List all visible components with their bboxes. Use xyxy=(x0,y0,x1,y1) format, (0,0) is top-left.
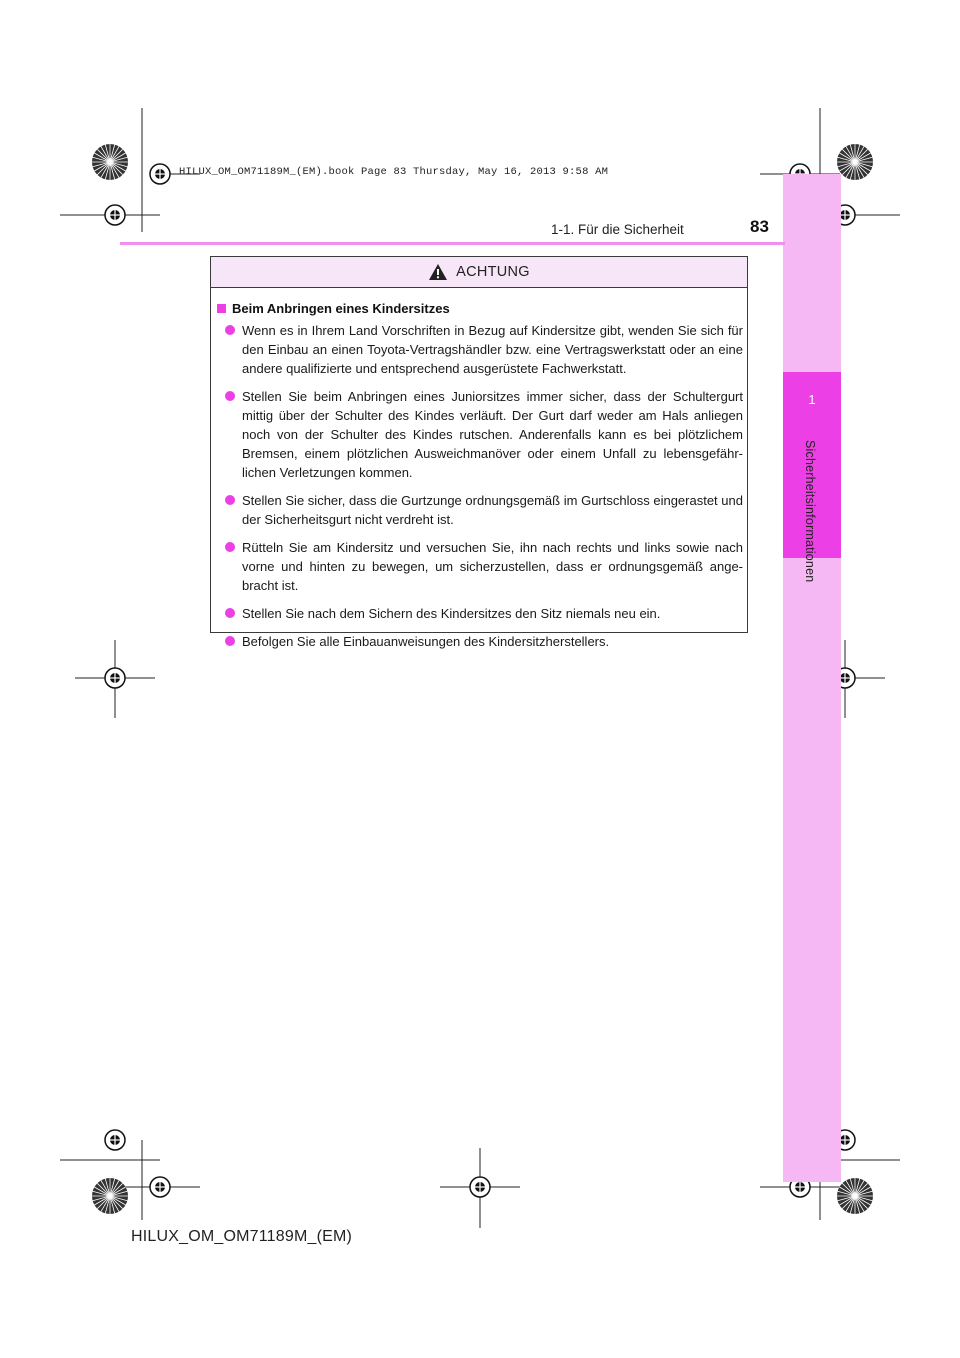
list-item-text: Befolgen Sie alle Einbauanweisungen des Kindersitzherstellers. xyxy=(242,634,610,649)
warning-list xyxy=(211,321,749,660)
bullet-dot-icon xyxy=(225,608,235,618)
bullet-dot-icon xyxy=(225,542,235,552)
warning-triangle-icon xyxy=(428,263,448,281)
bullet-dot-icon xyxy=(225,495,235,505)
list-item-text: Stellen Sie sicher, dass die Gurtzunge ordnungsgemäß im Gurtschloss eingerastet und der Sicherheitsgurt nicht verdreht ist. xyxy=(242,493,743,527)
list-item xyxy=(211,604,749,623)
chapter-side-tab xyxy=(783,174,841,1182)
bullet-dot-icon xyxy=(225,636,235,646)
bullet-dot-icon xyxy=(225,325,235,335)
footer-doc-code: HILUX_OM_OM71189M_(EM) xyxy=(131,1228,353,1245)
warning-title: ACHTUNG xyxy=(456,264,530,280)
list-item xyxy=(211,632,749,651)
list-item-text: Rütteln Sie am Kindersitz und versuchen Sie, ihn nach rechts und links sowie nach vorne und hinten zu bewegen, um sicherzustellen, dass er ordnungsgemäß ange-bracht ist. xyxy=(242,540,743,593)
print-header: HILUX_OM_OM71189M_(EM).book Page 83 Thursday, May 16, 2013 9:58 AM xyxy=(179,166,609,178)
warning-box xyxy=(210,256,748,649)
warning-header xyxy=(211,257,747,288)
warning-subheading-text: Beim Anbringen eines Kindersitzes xyxy=(232,301,450,316)
list-item xyxy=(211,538,749,595)
list-item-text: Stellen Sie nach dem Sichern des Kindersitzes den Sitz niemals neu ein. xyxy=(242,606,661,621)
list-item xyxy=(211,387,749,482)
list-item-text: Stellen Sie beim Anbringen eines Juniorsitzes immer sicher, dass der Schultergurt mittig über der Schulter des Kindes verläuft. Der Gurt darf weder am Hals anliegen noch von der Schulter des Kindes rutschen. Anderenfalls kann es bei plötzlichem Bremsen, einem plötzlichen Ausweichmanöver oder einem Unfall zu lebensgefähr-lichen Verletzungen kommen. xyxy=(242,389,743,480)
list-item-text: Wenn es in Ihrem Land Vorschriften in Bezug auf Kindersitze gibt, wenden Sie sich für den Einbau an einen Toyota-Vertragshändler bzw. eine Vertragswerkstatt oder an eine andere qualifizierte und entsprechend ausgerüstete Fachwerkstatt. xyxy=(242,323,743,376)
header-rule xyxy=(120,242,785,245)
chapter-number: 1 xyxy=(808,392,816,407)
section-title: 1-1. Für die Sicherheit xyxy=(551,222,684,237)
bullet-dot-icon xyxy=(225,391,235,401)
list-item xyxy=(211,491,749,529)
chapter-title: Sicherheitsinformationen xyxy=(803,440,817,583)
list-item xyxy=(211,321,749,378)
warning-subheading xyxy=(217,301,450,316)
page-number: 83 xyxy=(750,217,769,236)
square-bullet-icon xyxy=(217,304,226,313)
